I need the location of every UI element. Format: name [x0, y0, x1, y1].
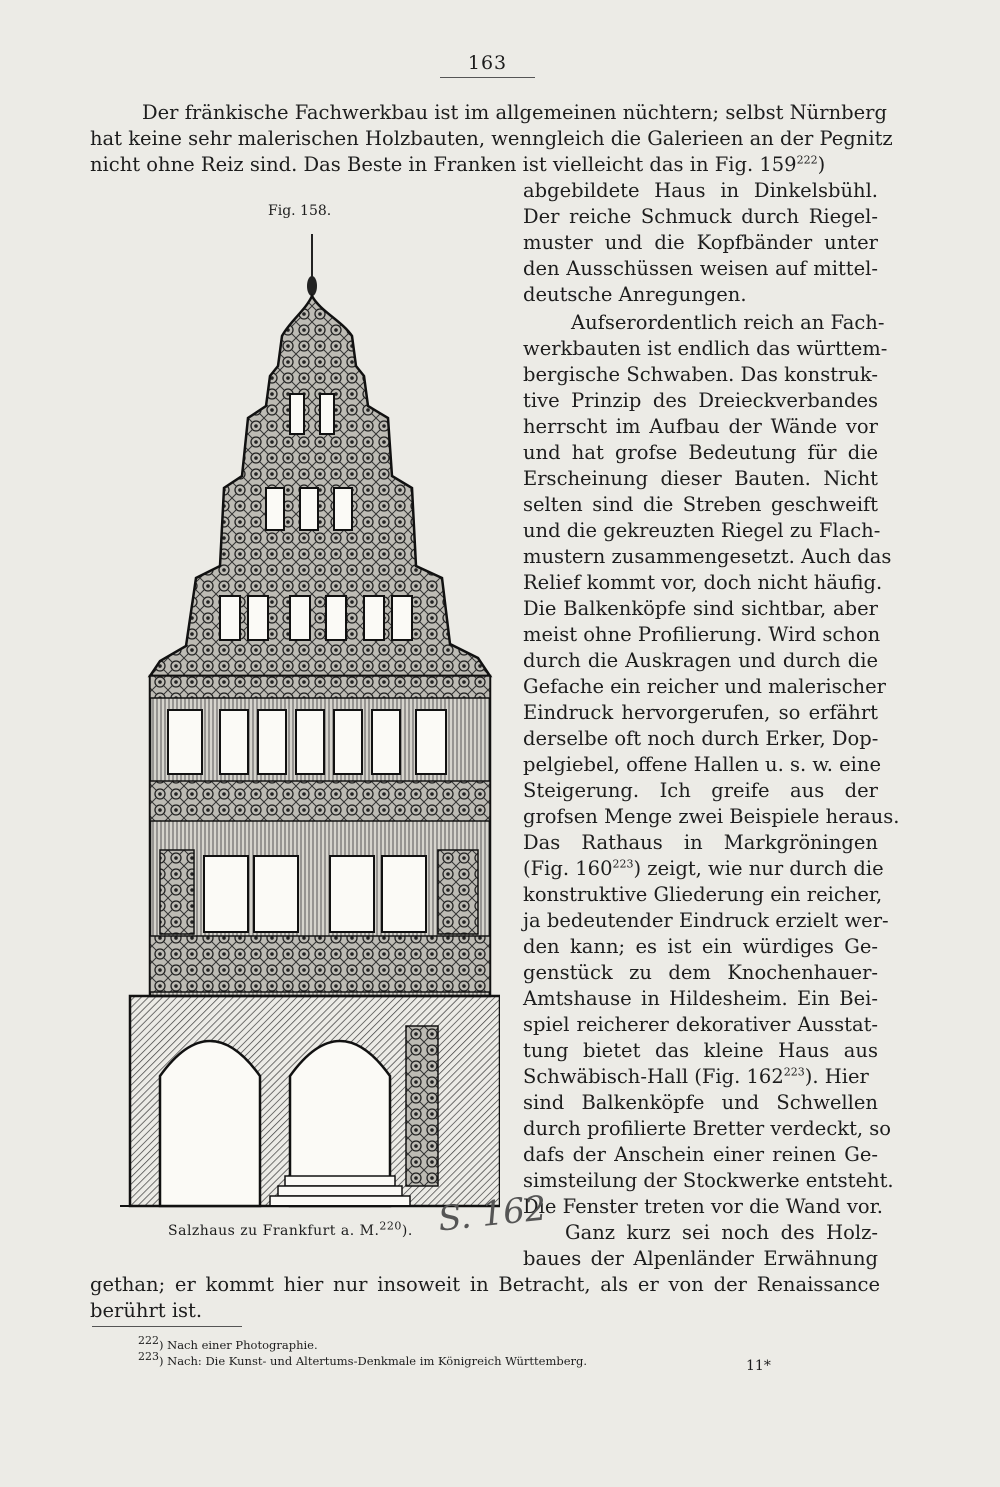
gable-windows-mid	[266, 488, 352, 530]
text-line-20: Die Balkenköpfe sind sichtbar, aber	[523, 597, 878, 620]
text-line-19: Relief kommt vor, doch nicht häufig.	[523, 571, 883, 594]
text-line-15: Erscheinung dieser Bauten. Nicht	[523, 467, 878, 490]
text-line-1: Der fränkische Fachwerkbau ist im allgemeinen nüchtern; selbst Nürnberg	[142, 101, 887, 124]
text-line-8: deutsche Anregungen.	[523, 283, 747, 306]
text-line-34: genstück zu dem Knochenhauer-	[523, 961, 878, 984]
text-line-7: den Ausschüssen weisen auf mittel-	[523, 257, 878, 280]
text-line-14: und hat grofse Bedeutung für die	[523, 441, 878, 464]
text-line-10: werkbauten ist endlich das württem-	[523, 337, 888, 360]
text-line-3-paren: )	[817, 153, 826, 176]
figure-label: Fig. 158.	[268, 203, 332, 219]
text-line-35: Amtshause in Hildesheim. Ein Bei-	[523, 987, 878, 1010]
footnote-222-text: ) Nach einer Photographie.	[159, 1338, 318, 1352]
text-line-27: Steigerung. Ich greife aus der	[523, 779, 878, 802]
text-line-40: durch profilierte Bretter verdeckt, so	[523, 1117, 892, 1140]
sheet-signature: 11*	[746, 1358, 771, 1374]
text-line-46: gethan; er kommt hier nur insoweit in Betracht, als er von der Renaissance	[90, 1273, 880, 1296]
text-line-47: berührt ist.	[90, 1299, 203, 1322]
page-number: 163	[440, 52, 535, 78]
text-line-43: Die Fenster treten vor die Wand vor.	[523, 1195, 883, 1218]
text-line-23: Gefache ein reicher und malerischer	[523, 675, 886, 698]
text-line-26: pelgiebel, offene Hallen u. s. w. eine	[523, 753, 882, 776]
text-line-33: den kann; es ist ein würdiges Ge-	[523, 935, 878, 958]
text-line-32: ja bedeutender Eindruck erzielt wer-	[523, 909, 889, 932]
text-line-31: konstruktive Gliederung ein reicher,	[523, 883, 883, 906]
text-line-3-main: nicht ohne Reiz sind. Das Beste in Franken ist vielleicht das in Fig. 159	[90, 153, 797, 176]
entrance-steps	[270, 1176, 410, 1206]
text-line-11: bergische Schwaben. Das konstruk-	[523, 363, 878, 386]
figure-caption-end: ).	[401, 1223, 413, 1239]
text-line-21: meist ohne Profilierung. Wird schon	[523, 623, 881, 646]
figure-illustration	[120, 226, 500, 1211]
text-line-30-rest: ) zeigt, wie nur durch die	[633, 857, 884, 880]
text-line-36: spiel reicherer dekorativer Ausstat-	[523, 1013, 878, 1036]
text-line-30-main: (Fig. 160	[523, 857, 613, 880]
text-line-39: sind Balkenköpfe und Schwellen	[523, 1091, 878, 1114]
footnote-rule	[92, 1326, 242, 1327]
footnote-223	[138, 1350, 588, 1368]
text-line-16: selten sind die Streben geschweift	[523, 493, 878, 516]
handwritten-note: S. 162	[436, 1188, 549, 1240]
text-line-28: grofsen Menge zwei Beispiele heraus.	[523, 805, 900, 828]
text-line-13: herrscht im Aufbau der Wände vor	[523, 415, 878, 438]
figure-caption	[168, 1219, 413, 1239]
text-line-25: derselbe oft noch durch Erker, Dop-	[523, 727, 879, 750]
text-line-30	[523, 856, 884, 882]
text-line-17: und die gekreuzten Riegel zu Flach-	[523, 519, 881, 542]
arch-left	[160, 1041, 260, 1206]
text-line-12: tive Prinzip des Dreieckverbandes	[523, 389, 878, 412]
figure-caption-text: Salzhaus zu Frankfurt a. M.	[168, 1223, 380, 1239]
text-line-45: baues der Alpenländer Erwähnung	[523, 1247, 878, 1270]
footnote-223-text: ) Nach: Die Kunst- und Altertums-Denkmale im Königreich Württemberg.	[159, 1354, 588, 1368]
text-line-18: mustern zusammengesetzt. Auch das	[523, 545, 892, 568]
text-line-22: durch die Auskragen und durch die	[523, 649, 878, 672]
footnote-ref-223: 223	[612, 857, 634, 871]
text-line-38	[523, 1064, 878, 1090]
footnote-ref-222: 222	[796, 153, 818, 167]
text-line-44: Ganz kurz sei noch des Holz-	[565, 1221, 878, 1244]
text-line-37: tung bietet das kleine Haus aus	[523, 1039, 878, 1062]
text-line-38-rest: ). Hier	[804, 1065, 869, 1088]
gable	[150, 296, 490, 676]
footnote-ref-223b: 223	[783, 1065, 805, 1079]
text-line-41: dafs der Anschein einer reinen Ge-	[523, 1143, 878, 1166]
footnote-223-mark: 223	[138, 1350, 159, 1364]
text-line-6: muster und die Kopfbänder unter	[523, 231, 878, 254]
text-line-42: simsteilung der Stockwerke entsteht.	[523, 1169, 894, 1192]
caption-footnote-ref: 220	[379, 1219, 402, 1233]
text-line-9: Aufserordentlich reich an Fach-	[571, 311, 885, 334]
text-line-38-main: Schwäbisch-Hall (Fig. 162	[523, 1065, 784, 1088]
footnote-222-mark: 222	[138, 1334, 159, 1348]
text-line-24: Eindruck hervorgerufen, so erfährt	[523, 701, 878, 724]
footnote-222	[138, 1334, 318, 1352]
text-line-5: Der reiche Schmuck durch Riegel-	[523, 205, 878, 228]
text-line-2: hat keine sehr malerischen Holzbauten, wenngleich die Galerieen an der Pegnitz	[90, 127, 893, 150]
text-line-4: abgebildete Haus in Dinkelsbühl.	[523, 179, 878, 202]
text-line-29: Das Rathaus in Markgröningen	[523, 831, 878, 854]
text-line-3	[90, 152, 880, 178]
